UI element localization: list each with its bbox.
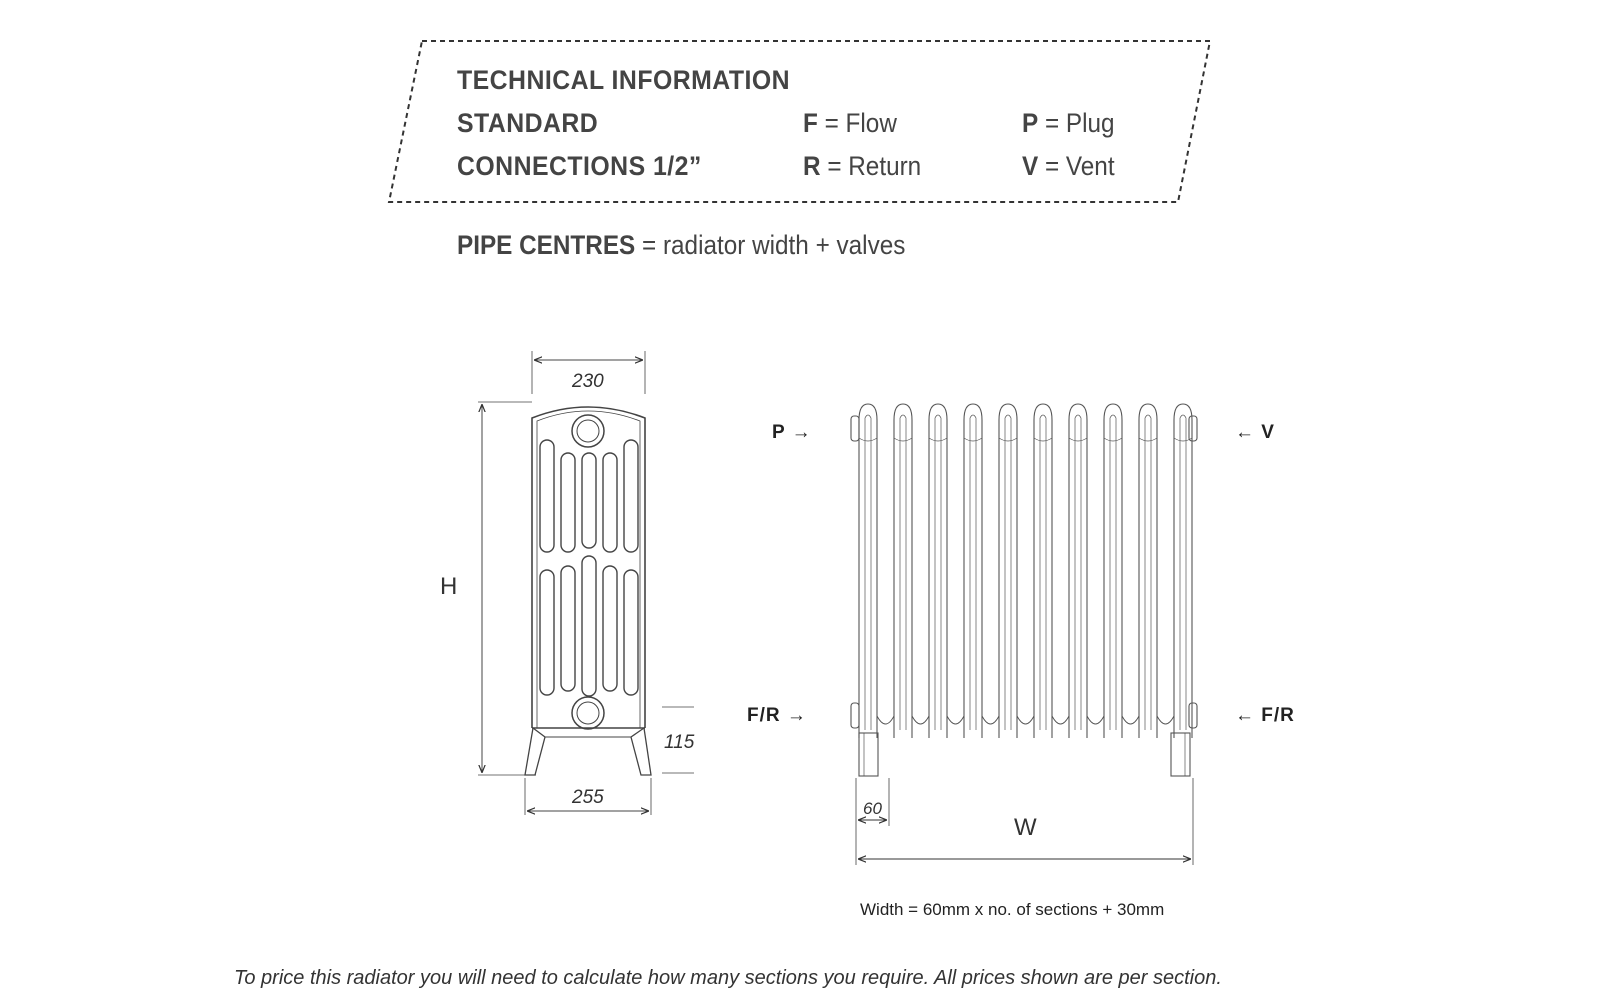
- pipe-centres-label: PIPE CENTRES: [457, 230, 636, 260]
- legend-return-key: R: [803, 151, 821, 181]
- radiator-section-inner: [1145, 415, 1151, 730]
- radiator-section-shoulder: [894, 438, 912, 441]
- plug-connection-label: P →: [772, 422, 812, 443]
- radiator-section: [1034, 404, 1052, 738]
- pricing-footnote: To price this radiator you will need to calculate how many sections you require. All prices shown are per section.: [234, 967, 1222, 989]
- front-right-foot: [1171, 733, 1190, 776]
- radiator-section-inner: [1180, 415, 1186, 730]
- flow-return-right-label: ← F/R: [1235, 705, 1295, 726]
- radiator-section-shoulder: [999, 438, 1017, 441]
- front-left-bottom-boss: [851, 703, 859, 728]
- front-sections: [859, 404, 1192, 738]
- radiator-section: [964, 404, 982, 738]
- top-width-label: 230: [572, 371, 604, 392]
- radiator-section-link: [1017, 716, 1034, 724]
- vent-connection-label: ← V: [1235, 422, 1275, 443]
- radiator-section-inner: [900, 415, 906, 730]
- radiator-section-link: [947, 716, 964, 724]
- radiator-section: [1139, 404, 1157, 738]
- foot-height-label: 115: [664, 732, 695, 753]
- radiator-section-inner: [1110, 415, 1116, 730]
- radiator-section-link: [1052, 716, 1069, 724]
- radiator-section-link: [877, 716, 894, 724]
- radiator-section-shoulder: [1034, 438, 1052, 441]
- radiator-section: [999, 404, 1017, 738]
- radiator-section: [894, 404, 912, 738]
- side-body-outline: [532, 407, 645, 728]
- radiator-section-link: [1157, 716, 1174, 724]
- legend-flow-value: = Flow: [824, 108, 897, 138]
- section-width-label: 60: [863, 799, 882, 818]
- radiator-section-inner: [970, 415, 976, 730]
- radiator-section-shoulder: [929, 438, 947, 441]
- radiator-section: [1069, 404, 1087, 738]
- radiator-section-shoulder: [1069, 438, 1087, 441]
- front-left-top-boss: [851, 416, 859, 441]
- legend-plug-value: = Plug: [1044, 108, 1115, 138]
- legend-vent-key: V: [1022, 151, 1039, 181]
- overall-width-label: W: [1014, 814, 1037, 841]
- legend-return-value: = Return: [827, 151, 922, 181]
- radiator-section: [929, 404, 947, 738]
- radiator-section-inner: [865, 415, 871, 730]
- base-width-label: 255: [572, 787, 604, 808]
- legend-vent-value: = Vent: [1044, 151, 1115, 181]
- pipe-centres-value: = radiator width + valves: [642, 230, 906, 260]
- radiator-section-shoulder: [1139, 438, 1157, 441]
- front-view: [851, 404, 1197, 865]
- front-right-bottom-boss: [1189, 703, 1197, 728]
- radiator-section-inner: [1040, 415, 1046, 730]
- flow-return-left-label: F/R →: [747, 705, 807, 726]
- technical-info-title: TECHNICAL INFORMATION: [457, 65, 791, 95]
- connections-heading: CONNECTIONS 1/2”: [457, 151, 702, 181]
- side-right-foot: [631, 728, 651, 775]
- radiator-section: [859, 404, 877, 738]
- standard-heading: STANDARD: [457, 108, 599, 138]
- radiator-section: [1104, 404, 1122, 738]
- legend-flow-key: F: [803, 108, 818, 138]
- front-left-foot: [859, 733, 878, 776]
- radiator-section-shoulder: [964, 438, 982, 441]
- radiator-section-link: [1122, 716, 1139, 724]
- height-label: H: [440, 573, 458, 600]
- side-view: [478, 351, 694, 815]
- radiator-section: [1174, 404, 1192, 738]
- radiator-section-link: [1087, 716, 1104, 724]
- radiator-section-shoulder: [859, 438, 877, 441]
- radiator-section-inner: [935, 415, 941, 730]
- radiator-section-inner: [1075, 415, 1081, 730]
- radiator-section-inner: [1005, 415, 1011, 730]
- radiator-section-shoulder: [1104, 438, 1122, 441]
- legend-plug-key: P: [1022, 108, 1039, 138]
- front-right-top-boss: [1189, 416, 1197, 441]
- width-formula: Width = 60mm x no. of sections + 30mm: [860, 900, 1165, 919]
- radiator-section-link: [982, 716, 999, 724]
- radiator-section-link: [912, 716, 929, 724]
- side-left-foot: [525, 728, 545, 775]
